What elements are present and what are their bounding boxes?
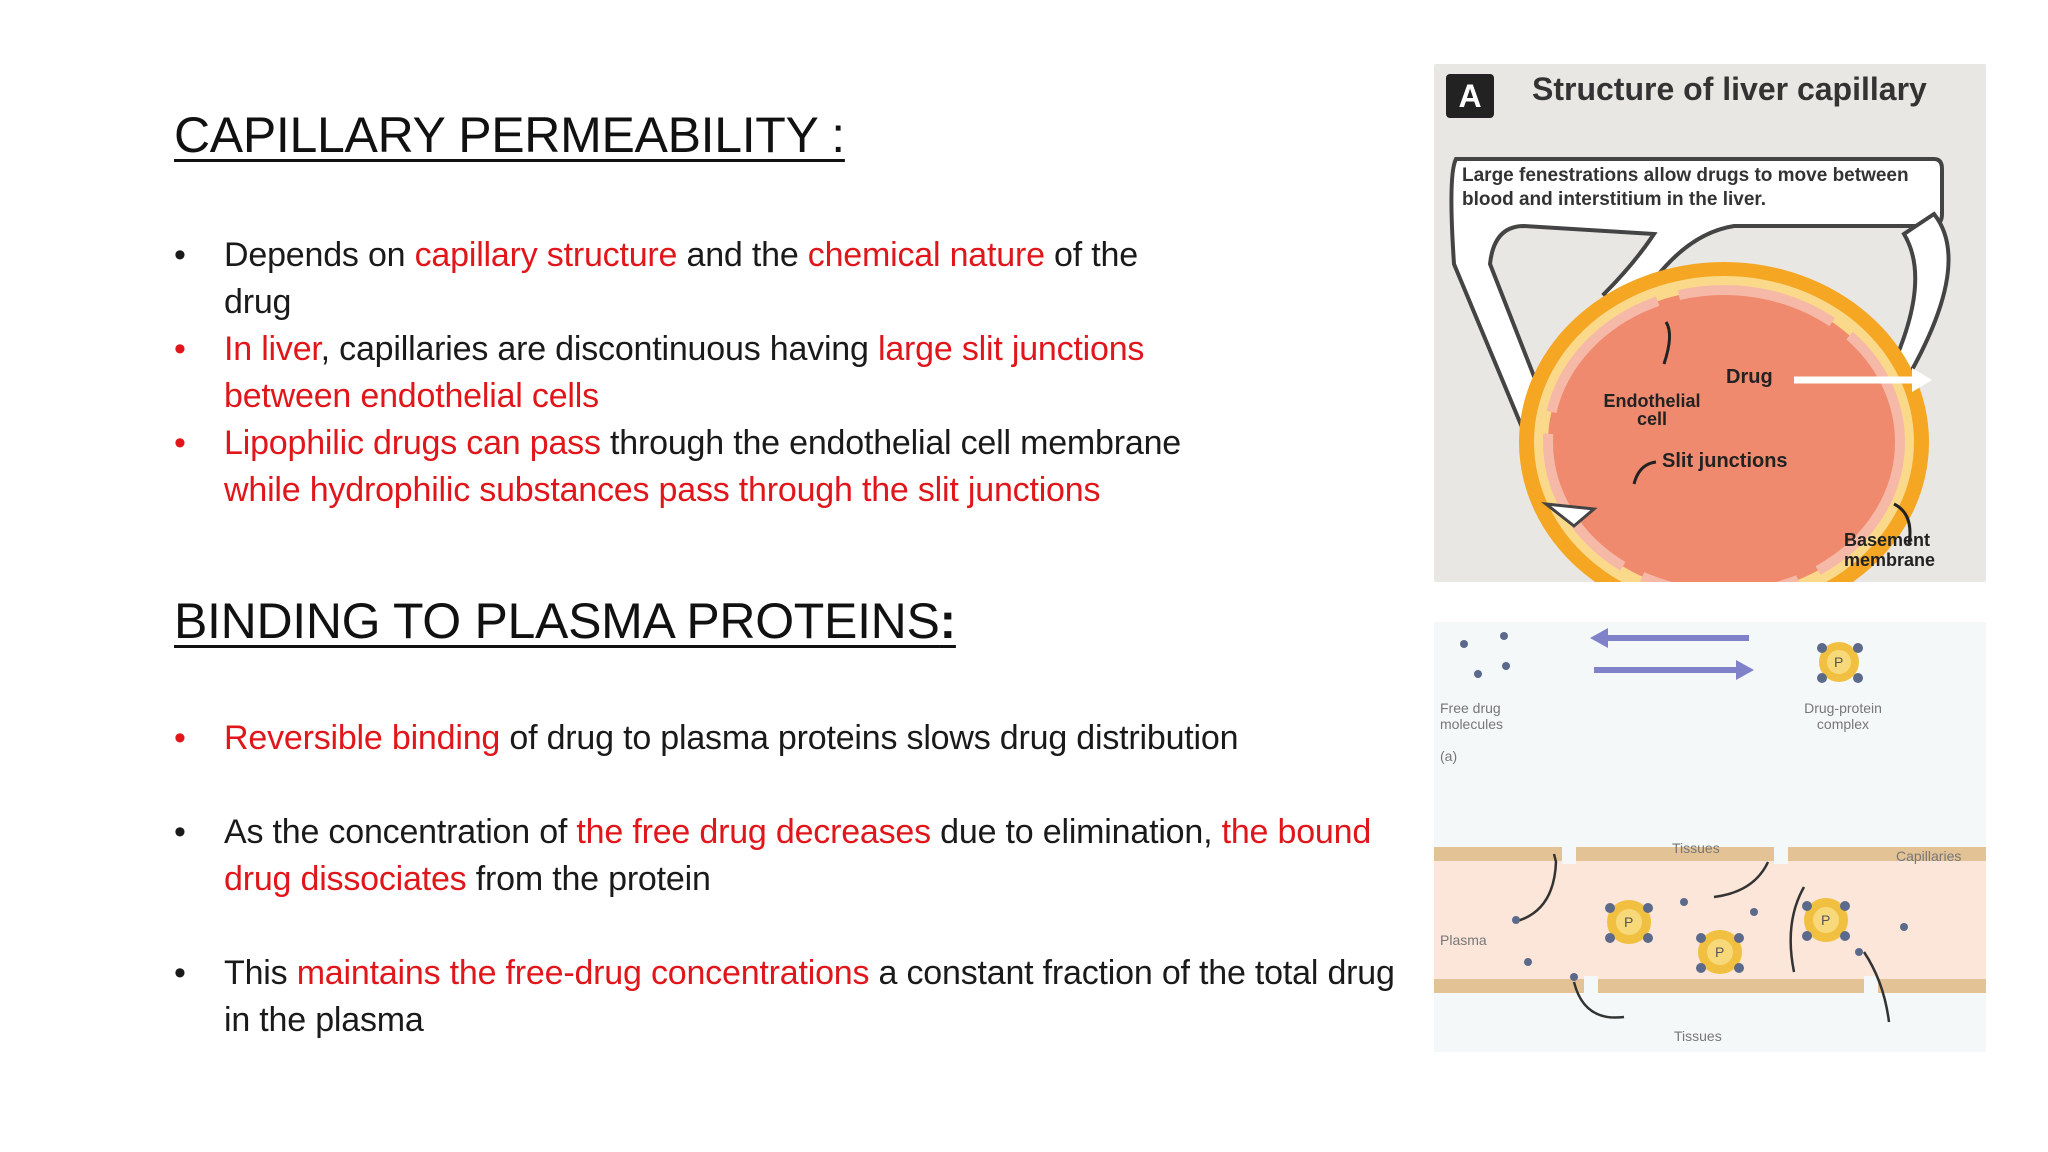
- highlighted-text: while hydrophilic substances pass through the slit junctions: [224, 471, 1101, 509]
- bullet-dot: •: [174, 330, 186, 368]
- bullet-dot: •: [174, 719, 186, 757]
- heading-text: BINDING TO PLASMA PROTEINS: [174, 593, 940, 649]
- figure-caption: Large fenestrations allow drugs to move between blood and interstitium in the liver.: [1462, 165, 1909, 210]
- drug-arrow-head: [1912, 368, 1932, 392]
- bullet-text: , capillaries are discontinuous having: [320, 330, 878, 368]
- plasma-protein-bullet-list: [174, 715, 1414, 1091]
- bullet-dot: •: [174, 236, 186, 274]
- bullet-text: from the protein: [466, 860, 711, 898]
- label-endothelial-cell: Endothelial cell: [1603, 391, 1701, 429]
- label-slit-junctions: Slit junctions: [1662, 450, 1788, 472]
- highlighted-text: chemical nature: [807, 236, 1045, 274]
- gap-top-2: [1774, 844, 1788, 864]
- protein-letter-3: P: [1821, 912, 1831, 928]
- gap-bottom-2: [1864, 976, 1878, 996]
- bullet-dot: •: [174, 954, 186, 992]
- label-tissues-top: Tissues: [1672, 840, 1720, 856]
- bullet-item: [174, 420, 1184, 514]
- highlighted-text: Reversible binding: [224, 719, 501, 757]
- binding-diagram: [1434, 622, 1986, 1052]
- bullet-text: through the endothelial cell membrane: [600, 424, 1182, 462]
- bullet-dot: •: [174, 813, 186, 851]
- label-panel-a: (a): [1440, 748, 1458, 764]
- section-heading-capillary-permeability: CAPILLARY PERMEABILITY :: [174, 107, 845, 163]
- highlighted-text: In liver: [224, 330, 321, 368]
- highlighted-text: Lipophilic drugs can pass: [224, 424, 601, 462]
- drug-protein-binding-figure: [1434, 622, 1986, 1052]
- capillary-bullet-list: [174, 232, 1184, 514]
- highlighted-text: large slit junctions between endothelial cells: [224, 330, 1145, 415]
- bullet-text: This: [224, 954, 297, 992]
- label-basement-membrane: Basement membrane: [1844, 530, 1936, 570]
- label-free-drug: Free drug molecules: [1440, 700, 1504, 732]
- protein-letter-2: P: [1715, 944, 1725, 960]
- bullet-dot: •: [174, 424, 186, 462]
- bullet-item: [174, 232, 1184, 326]
- forward-arrow-head: [1736, 660, 1754, 680]
- bullet-item: [174, 809, 1414, 903]
- gap-top-1: [1562, 844, 1576, 864]
- bullet-item: [174, 950, 1414, 1044]
- bullet-text: due to elimination,: [930, 813, 1222, 851]
- bullet-text: of drug to plasma proteins slows drug distribution: [500, 719, 1239, 757]
- bullet-item: [174, 715, 1414, 762]
- label-tissues-bottom: Tissues: [1674, 1028, 1722, 1044]
- protein-letter-1: P: [1624, 914, 1634, 930]
- bullet-text: Depends on: [224, 236, 415, 274]
- highlighted-text: the bound drug dissociates: [224, 813, 1372, 898]
- bullet-text: a constant fraction of the total drug in the plasma: [224, 954, 1395, 1039]
- label-capillaries: Capillaries: [1896, 848, 1962, 864]
- free-drug-molecules: [1460, 632, 1510, 678]
- gap-bottom-1: [1584, 976, 1598, 996]
- heading-colon: :: [939, 593, 956, 649]
- label-drug: Drug: [1726, 366, 1773, 388]
- label-drug-protein-complex: Drug-protein complex: [1804, 700, 1882, 732]
- highlighted-text: maintains the free-drug concentrations: [296, 954, 870, 992]
- liver-capillary-figure: [1434, 64, 1986, 582]
- bullet-item: [174, 326, 1184, 420]
- capillary-wall-bottom: [1434, 979, 1986, 993]
- highlighted-text: the free drug decreases: [576, 813, 931, 851]
- figure-badge: A: [1446, 74, 1494, 118]
- figure-title: Structure of liver capillary: [1532, 71, 1927, 107]
- liver-capillary-diagram: [1434, 64, 1986, 582]
- bullet-text: As the concentration of: [224, 813, 577, 851]
- section-heading-plasma-proteins: [174, 592, 956, 650]
- protein-letter-top: P: [1834, 654, 1844, 670]
- bullet-text: and the: [677, 236, 808, 274]
- highlighted-text: capillary structure: [414, 236, 678, 274]
- label-plasma: Plasma: [1440, 932, 1487, 948]
- bullet-text: of the drug: [224, 236, 1138, 321]
- reverse-arrow-head: [1590, 628, 1608, 648]
